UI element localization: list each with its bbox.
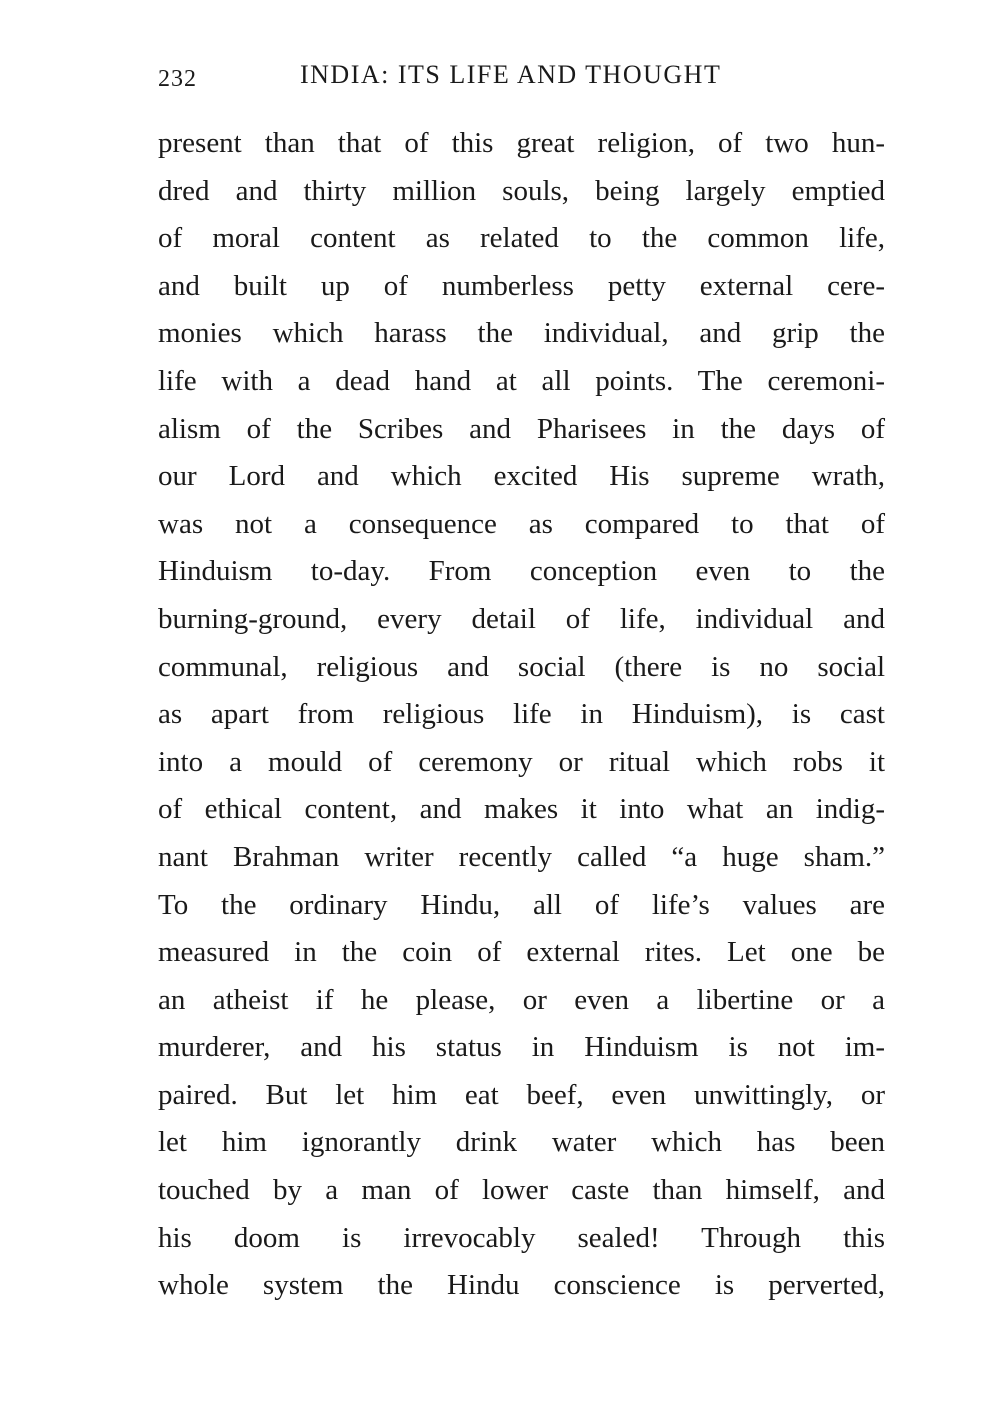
text-line: as apart from religious life in Hinduism), is cast: [158, 698, 885, 731]
text-line: To the ordinary Hindu, all of life’s values are: [158, 888, 885, 921]
text-line: present than that of this great religion, of two hun-: [158, 127, 885, 159]
running-title: INDIA: ITS LIFE AND THOUGHT: [300, 60, 722, 89]
text-line: touched by a man of lower caste than himself, and: [158, 1174, 885, 1207]
text-line: murderer, and his status in Hinduism is not im-: [158, 1031, 885, 1064]
text-line: into a mould of ceremony or ritual which robs it: [158, 745, 885, 778]
text-line: alism of the Scribes and Pharisees in the days of: [158, 412, 885, 445]
running-head: [158, 58, 885, 98]
text-line: let him ignorantly drink water which has been: [158, 1126, 885, 1159]
text-line: communal, religious and social (there is no social: [158, 650, 885, 683]
text-line: an atheist if he please, or even a libertine or a: [158, 983, 885, 1016]
text-line: whole system the Hindu conscience is perverted,: [158, 1269, 885, 1302]
text-line: dred and thirty million souls, being largely emptied: [158, 174, 885, 207]
text-line: of moral content as related to the common life,: [158, 222, 885, 255]
text-line: Hinduism to-day. From conception even to the: [158, 555, 885, 588]
text-line: paired. But let him eat beef, even unwittingly, or: [158, 1078, 885, 1111]
text-line: was not a consequence as compared to that of: [158, 507, 885, 540]
text-line: our Lord and which excited His supreme wrath,: [158, 460, 885, 493]
text-line: nant Brahman writer recently called “a huge sham.”: [158, 840, 885, 873]
text-line: his doom is irrevocably sealed! Through this: [158, 1221, 885, 1254]
page-number: 232: [158, 66, 197, 92]
body-text: [158, 120, 885, 1310]
text-line: and built up of numberless petty external cere-: [158, 269, 885, 302]
text-line: measured in the coin of external rites. Let one be: [158, 936, 885, 969]
text-line: monies which harass the individual, and grip the: [158, 317, 885, 350]
text-line: life with a dead hand at all points. The ceremoni-: [158, 364, 885, 397]
text-line: of ethical content, and makes it into what an indig-: [158, 793, 885, 826]
text-line: burning-ground, every detail of life, individual and: [158, 602, 885, 635]
